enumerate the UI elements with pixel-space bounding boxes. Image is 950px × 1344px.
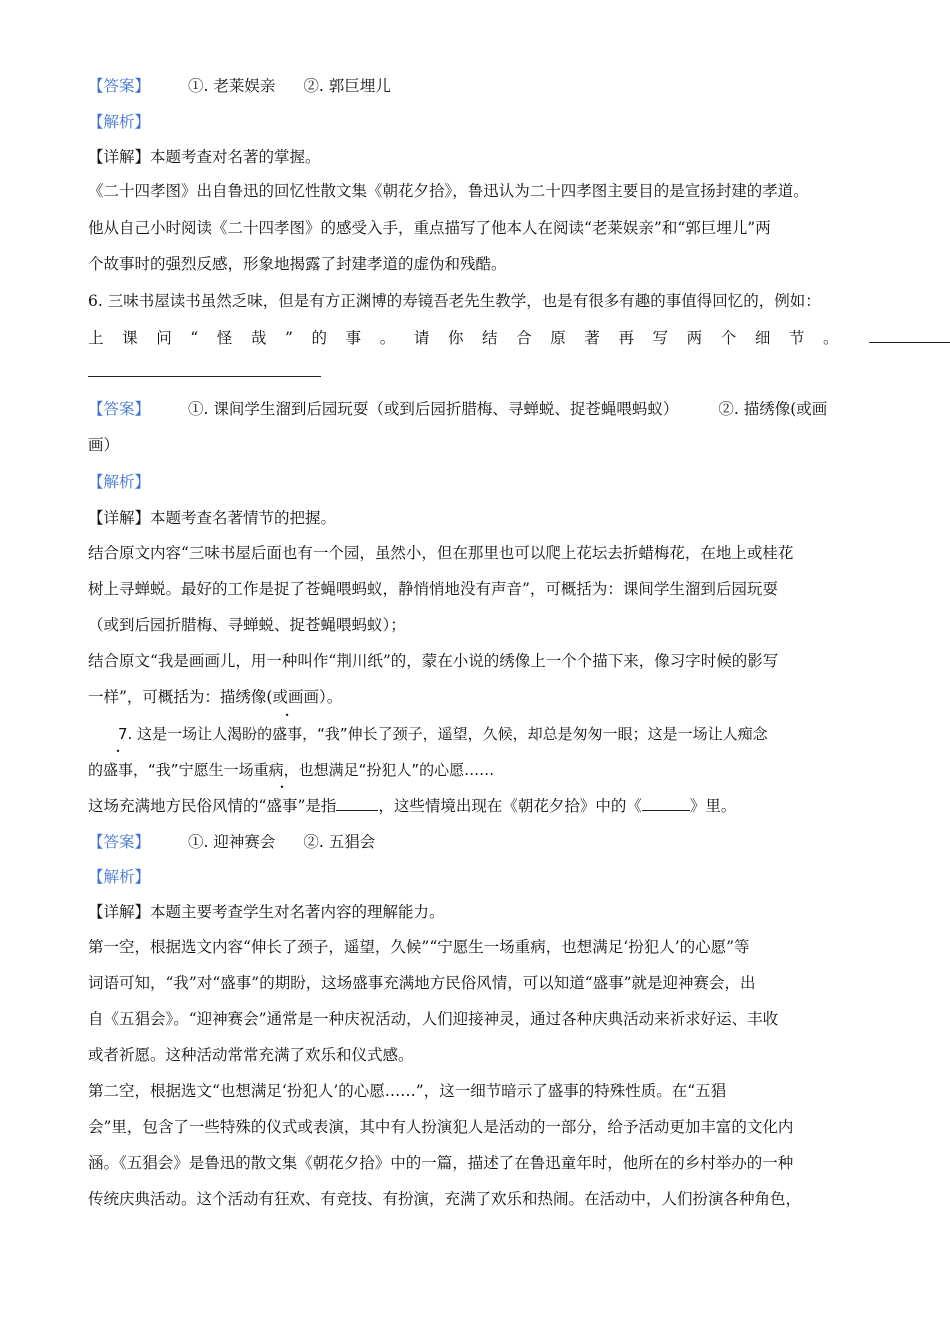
q6-analysis-tag: 【解析】 <box>88 473 151 491</box>
detail-tag: 【详解】 <box>88 148 151 166</box>
q6-detail-line: 【详解】本题考查名著情节的把握。 <box>88 509 337 527</box>
answer-blank[interactable] <box>88 362 321 377</box>
q5-text-line: 他从自己小时阅读《二十四孝图》的感受入手，重点描写了他本人在阅读“老莱娱亲”和“郭巨埋儿”两 <box>88 219 771 237</box>
emphasis-dots: 盛事 <box>103 761 134 779</box>
q6-question-line2: 上课问“怪哉”的事。请你结合原著再写两个细节。 <box>88 328 950 348</box>
answer-blank[interactable] <box>642 796 690 811</box>
q7-text-line: 词语可知，“我”对“盛事”的期盼，这场盛事充满地方民俗风情，可以知道“盛事”就是迎神赛会，出 <box>88 974 756 992</box>
q7-text-line: 涵。《五猖会》是鲁迅的散文集《朝花夕拾》中的一篇，描述了在鲁迅童年时，他所在的乡村举办的一种 <box>88 1154 794 1172</box>
q7-text-line: 或者祈愿。这种活动常常充满了欢乐和仪式感。 <box>88 1046 414 1064</box>
q7-detail-line: 【详解】本题主要考查学生对名著内容的理解能力。 <box>88 903 445 921</box>
answer-2: ②. 描绣像(或画 <box>718 400 828 418</box>
q7-quote-line: 7. 这是一场让人渴盼的盛事，“我”伸长了颈子，遥望，久候，却总是匆匆一眼；这是一场让人痴念 <box>118 725 768 743</box>
answer-1: ①. 迎神赛会 <box>188 833 276 851</box>
q6-text-line: 结合原文“我是画画儿，用一种叫作“荆川纸”的，蒙在小说的绣像上一个个描下来，像习字时候的影写 <box>88 652 779 670</box>
q7-question-line: 这场充满地方民俗风情的“盛事”是指 ，这些情境出现在《朝花夕拾》中的《 》里。 <box>88 797 737 815</box>
q7-quote-line: 的盛事，“我”宁愿生一场重病，也想满足“扮犯人”的心愿…… <box>88 761 495 779</box>
q7-text-line: 第一空，根据选文内容“伸长了颈子，遥望，久候”“宁愿生一场重病，也想满足‘扮犯人’的心愿”等 <box>88 938 750 956</box>
emphasis-dots: 盛事 <box>272 725 303 743</box>
answer-tag: 【答案】 <box>88 833 151 851</box>
q7-text-line: 传统庆典活动。这个活动有狂欢、有竞技、有扮演，充满了欢乐和热闹。在活动中，人们扮演各种角色， <box>88 1190 802 1208</box>
answer-tag: 【答案】 <box>88 77 151 95</box>
q6-answer-line <box>88 399 827 419</box>
answer-blank[interactable] <box>336 796 378 811</box>
q6-answer-blank-line <box>88 362 321 382</box>
q5-analysis-tag: 【解析】 <box>88 113 151 131</box>
detail-tag: 【详解】 <box>88 903 151 921</box>
q6-answer-cont: 画） <box>88 436 120 454</box>
q6-text-line: 一样”，可概括为：描绣像(或画画）。 <box>88 688 343 706</box>
q5-answer-line <box>88 76 391 96</box>
answer-1: ①. 老莱娱亲 <box>188 77 276 95</box>
q6-text-line: （或到后园折腊梅、寻蝉蜕、捉苍蝇喂蚂蚁）； <box>88 616 406 634</box>
answer-2: ②. 郭巨埋儿 <box>303 77 391 95</box>
q5-detail-line: 【详解】本题考查对名著的掌握。 <box>88 148 321 166</box>
emphasis-dots: 盛事 <box>266 797 298 815</box>
detail-tag: 【详解】 <box>88 509 151 527</box>
q6-text-line: 树上寻蝉蜕。最好的工作是捉了苍蝇喂蚂蚁，静悄悄地没有声音”，可概括为：课间学生溜到后园玩耍 <box>88 580 778 598</box>
answer-1: ①. 课间学生溜到后园玩耍（或到后园折腊梅、寻蝉蜕、捉苍蝇喂蚂蚁） <box>188 400 679 418</box>
q7-text-line: 第二空，根据选文“也想满足‘扮犯人’的心愿……”，这一细节暗示了盛事的特殊性质。在“五猖 <box>88 1082 727 1100</box>
answer-blank[interactable] <box>869 328 950 343</box>
q7-text-line: 会”里，包含了一些特殊的仪式或表演，其中有人扮演犯人是活动的一部分，给予活动更加丰富的文化内 <box>88 1118 794 1136</box>
q7-answer-line <box>88 832 375 852</box>
q6-question-line: 6. 三味书屋读书虽然乏味，但是有方正渊博的寿镜吾老先生教学，也是有很多有趣的事值得回忆的，例如： <box>88 292 821 310</box>
q5-text-line: 《二十四孝图》出自鲁迅的回忆性散文集《朝花夕拾》，鲁迅认为二十四孝图主要目的是宣扬封建的孝道。 <box>88 182 809 200</box>
q6-text-line: 结合原文内容“三味书屋后面也有一个园，虽然小，但在那里也可以爬上花坛去折蜡梅花，在地上或桂花 <box>88 544 794 562</box>
q7-text-line: 自《五猖会》。“迎神赛会”通常是一种庆祝活动，人们迎接神灵，通过各种庆典活动来祈求好运、丰收 <box>88 1010 779 1028</box>
q5-text-line: 个故事时的强烈反感，形象地揭露了封建孝道的虚伪和残酷。 <box>88 255 507 273</box>
answer-2: ②. 五猖会 <box>303 833 376 851</box>
answer-tag: 【答案】 <box>88 400 151 418</box>
q7-analysis-tag: 【解析】 <box>88 868 151 886</box>
